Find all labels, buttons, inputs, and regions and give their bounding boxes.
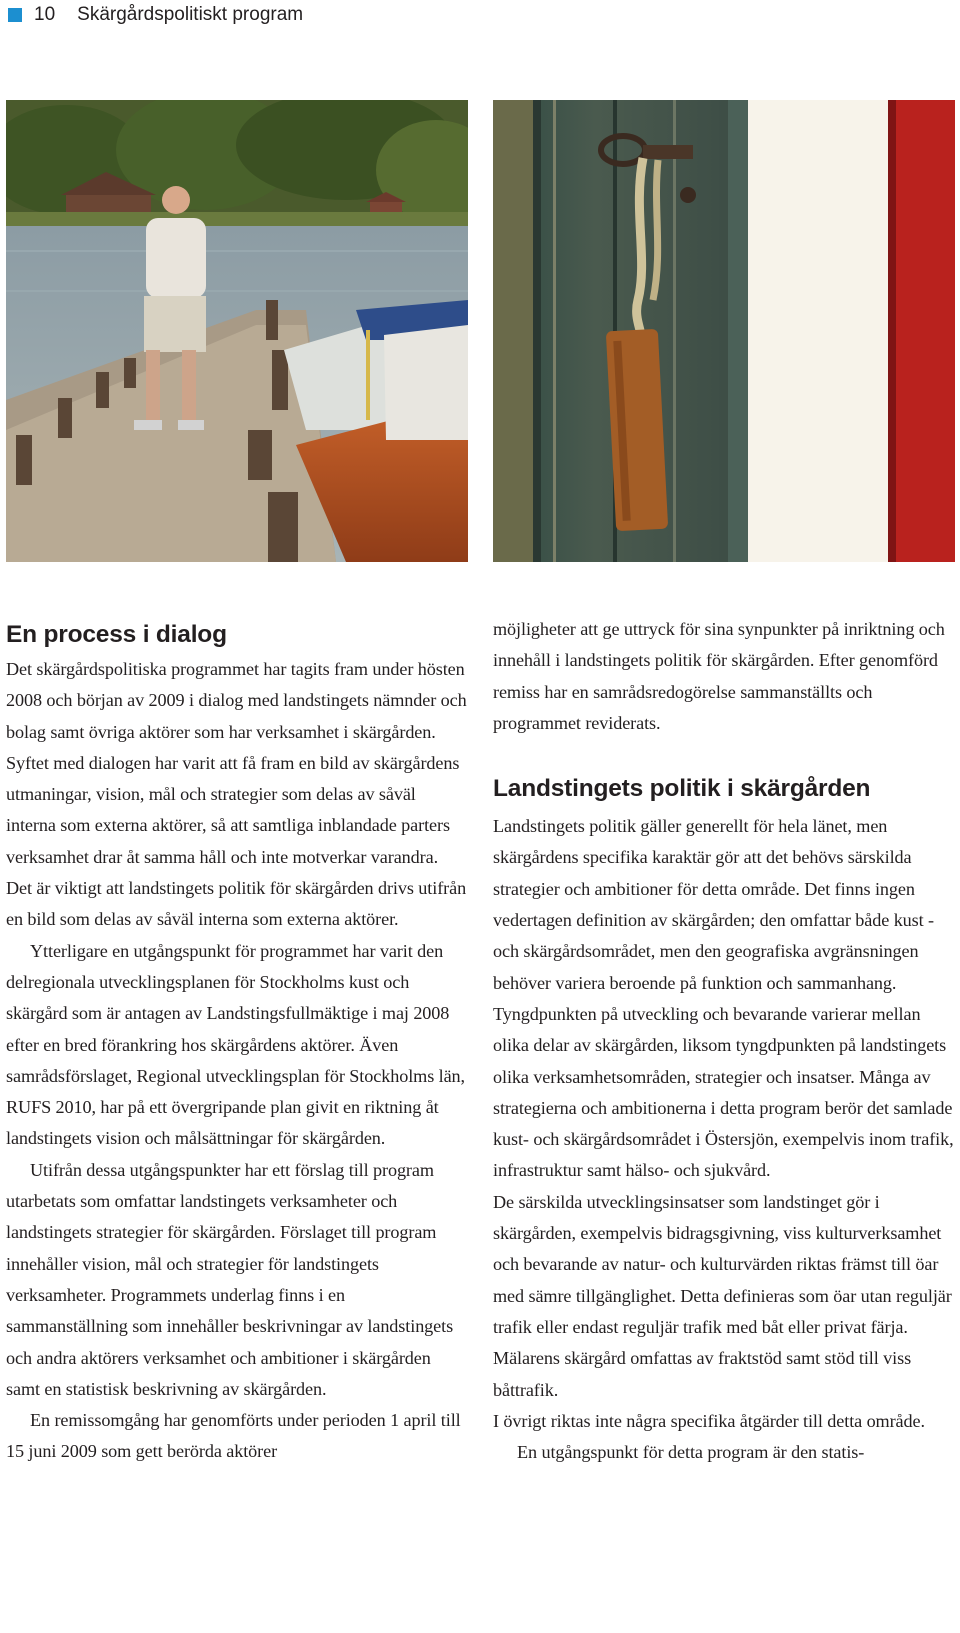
page-number: 10 [34,4,56,25]
photo-man-on-jetty [6,100,468,562]
blue-square-icon [8,8,22,22]
photo-key-on-rope [493,100,955,562]
right-column [493,614,955,1468]
page-header [8,2,303,28]
paragraph-text: En utgångspunkt för detta program är den statis- [517,1442,865,1463]
heading-landstingets-politik: Landstingets politik i skärgården [493,775,871,803]
paragraph-text: Utifrån dessa utgångspunkter har ett förslag till program utarbetats som omfattar landstingets verksamheter och landstingets strategier för skärgården. Förslaget till program innehåller vision, mål och strategier för landstingets verksamheter. Programmets underlag finns i en sammanställning som innehåller beskrivningar av landstingets och andra aktörers verksamhet och ambitioner i skärgården samt en statistisk beskrivning av skärgården. [6,1159,454,1399]
paragraph-text: Det skärgårdspolitiska programmet har tagits fram under hösten 2008 och början av 2009 i dialog med landstingets nämnder och bolag samt övriga aktörer som har verksamhet i skärgården. Syftet med dialogen har varit att få fram en bild av skärgårdens utmaningar, vision, mål och strategier som delas av såväl interna som externa aktörer, så att samtliga inblandade parters verksamhet drar åt samma håll och inte motverkar varandra. Det är viktigt att landstingets politik för skärgården drivs utifrån en bild som delas av såväl interna som externa aktörer. [6,659,467,930]
paragraph: I övrigt riktas inte några specifika åtgärder till detta område. [493,1410,925,1431]
left-column [6,616,468,1468]
paragraph [6,1405,468,1468]
paragraph-text: En remissomgång har genomförts under perioden 1 april till 15 juni 2009 som gett berörda aktörer [6,1410,461,1462]
section-title: Skärgårdspolitiskt program [77,4,304,25]
paragraph [6,654,468,936]
paragraph-text: Ytterligare en utgångspunkt för programmet har varit den delregionala utvecklingsplanen för Stockholms kust och skärgård som är antagen av Landstingsfullmäktige i maj 2008 efter en bred förankring hos skärgårdens aktörer. Även samrådsförslaget, Regional utvecklingsplan för Stockholms län, RUFS 2010, har på ett övergripande plan givit en riktning åt landstingets vision och målsättningar för skärgården. [6,940,466,1149]
paragraph [6,936,468,1155]
paragraph [493,1437,955,1468]
paragraph [6,1155,468,1405]
paragraph: De särskilda utvecklingsinsatser som landstinget gör i skärgården, exempelvis bidragsgivning, viss kulturverksamhet och bevarande av natur- och kulturvärden riktas främst till öar med sämre tillgänglighet. Detta definieras som öar utan reguljär trafik eller endast reguljär trafik med båt eller privat färja. Mälarens skärgård omfattas av fraktstöd samt stöd till viss båttrafik. [493,1191,952,1400]
paragraph: Landstingets politik gäller generellt för hela länet, men skärgårdens specifika karaktär gör att det behövs särskilda strategier och ambitioner för detta område. Det finns ingen vedertagen definition av skärgården; den omfattar både kust - och skärgårdsområdet, men den geografiska avgränsningen behöver variera beroende på funktion och sammanhang. Tyngdpunkten på utveckling och bevarande varierar mellan olika delar av skärgården, liksom tyngdpunkten på landstingets olika verksamhetsområden, strategier och insatser. Många av strategierna och ambitionerna i detta program berör det samlade kust- och skärgårdsområdet i Östersjön, exempelvis inom trafik, infrastruktur samt hälso- och sjukvård. [493,816,954,1181]
continued-paragraph: möjligheter att ge uttryck för sina synpunkter på inriktning och innehåll i landstingets politik för skärgården. Efter genomförd remiss har en samrådsredogörelse sammanställts och programmet reviderats. [493,619,945,733]
heading-process-dialog: En process i dialog [6,621,227,648]
